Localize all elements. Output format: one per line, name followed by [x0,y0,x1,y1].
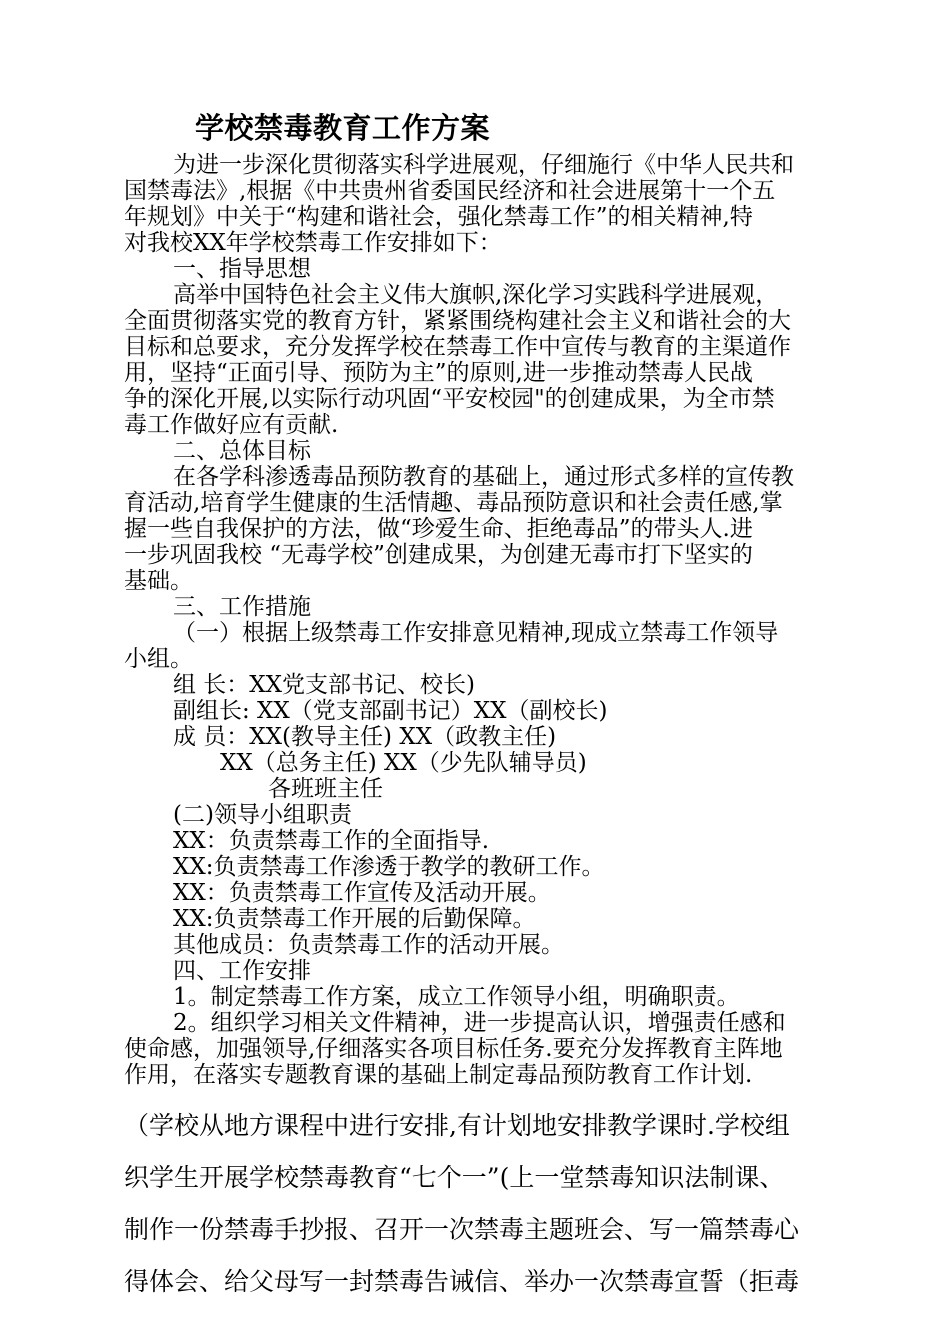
paragraph-line: （一）根据上级禁毒工作安排意见精神,现成立禁毒工作领导 [173,620,779,646]
paragraph-line: 毒工作做好应有贡献. [124,412,339,438]
paragraph-line: 制作一份禁毒手抄报、召开一次禁毒主题班会、写一篇禁毒心 [124,1215,800,1244]
duty-line: XX:负责禁毒工作渗透于教学的教研工作。 [173,854,605,880]
paragraph-line: 得体会、给父母写一封禁毒告诫信、举办一次禁毒宣誓（拒毒 [124,1267,800,1296]
paragraph-line: 用，坚持“正面引导、预防为主”的原则,进一步推动禁毒人民战 [124,360,753,386]
duty-line: XX：负责禁毒工作宣传及活动开展。 [173,880,551,906]
duty-line: XX:负责禁毒工作开展的后勤保障。 [173,906,536,932]
section-heading: 三、工作措施 [173,594,311,620]
paragraph-line: 1。制定禁毒工作方案，成立工作领导小组，明确职责。 [173,984,740,1010]
paragraph-line: 在各学科渗透毒品预防教育的基础上，通过形式多样的宣传教 [173,464,794,490]
paragraph-line: 争的深化开展,以实际行动巩固“平安校园"的创建成果，为全市禁 [124,386,775,412]
paragraph-line: 基础。 [124,568,193,594]
section-heading: 一、指导思想 [173,256,311,282]
paragraph-line: 为进一步深化贯彻落实科学进展观，仔细施行《中华人民共和 [173,152,794,178]
group-leader-line: 组 长：XX党支部书记、校长) [173,672,476,698]
duty-line: 其他成员：负责禁毒工作的活动开展。 [173,932,564,958]
paragraph-line: 作用，在落实专题教育课的基础上制定毒品预防教育工作计划. [124,1062,753,1088]
paragraph-line: 目标和总要求，充分发挥学校在禁毒工作中宣传与教育的主渠道作 [124,334,791,360]
duty-line: XX：负责禁毒工作的全面指导. [173,828,490,854]
paragraph-line: 育活动,培育学生健康的生活情趣、毒品预防意识和社会责任感,掌 [124,490,783,516]
paragraph-line: 一步巩固我校 “无毒学校”创建成果，为创建无毒市打下坚实的 [124,542,753,568]
paragraph-line: 对我校XX年学校禁毒工作安排如下： [124,230,502,256]
paragraph-line: 国禁毒法》,根据《中共贵州省委国民经济和社会进展第十一个五 [124,178,776,204]
members-line: 各班班主任 [268,776,383,802]
section-heading: 二、总体目标 [173,438,311,464]
paragraph-line: 年规划》中关于“构建和谐社会，强化禁毒工作”的相关精神,特 [124,204,753,230]
members-line: XX（总务主任) XX（少先队辅导员) [220,750,587,776]
document-title: 学校禁毒教育工作方案 [195,111,491,145]
paragraph-line: （学校从地方课程中进行安排,有计划地安排教学课时.学校组 [124,1111,790,1140]
paragraph-line: 全面贯彻落实党的教育方针，紧紧围绕构建社会主义和谐社会的大 [124,308,791,334]
paragraph-line: 握一些自我保护的方法，做“珍爱生命、拒绝毒品”的带头人.进 [124,516,753,542]
deputy-leader-line: 副组长: XX（党支部副书记）XX（副校长) [173,698,608,724]
sub-heading: (二)领导小组职责 [173,802,352,828]
paragraph-line: 小组。 [124,646,193,672]
section-heading: 四、工作安排 [173,958,311,984]
members-line: 成 员：XX(教导主任) XX（政教主任) [173,724,557,750]
paragraph-line: 高举中国特色社会主义伟大旗帜,深化学习实践科学进展观， [173,282,779,308]
paragraph-line: 织学生开展学校禁毒教育“七个一”(上一堂禁毒知识法制课、 [124,1163,785,1192]
paragraph-line: 使命感，加强领导,仔细落实各项目标任务.要充分发挥教育主阵地 [124,1036,783,1062]
paragraph-line: 2。组织学习相关文件精神，进一步提高认识，增强责任感和 [173,1010,786,1036]
